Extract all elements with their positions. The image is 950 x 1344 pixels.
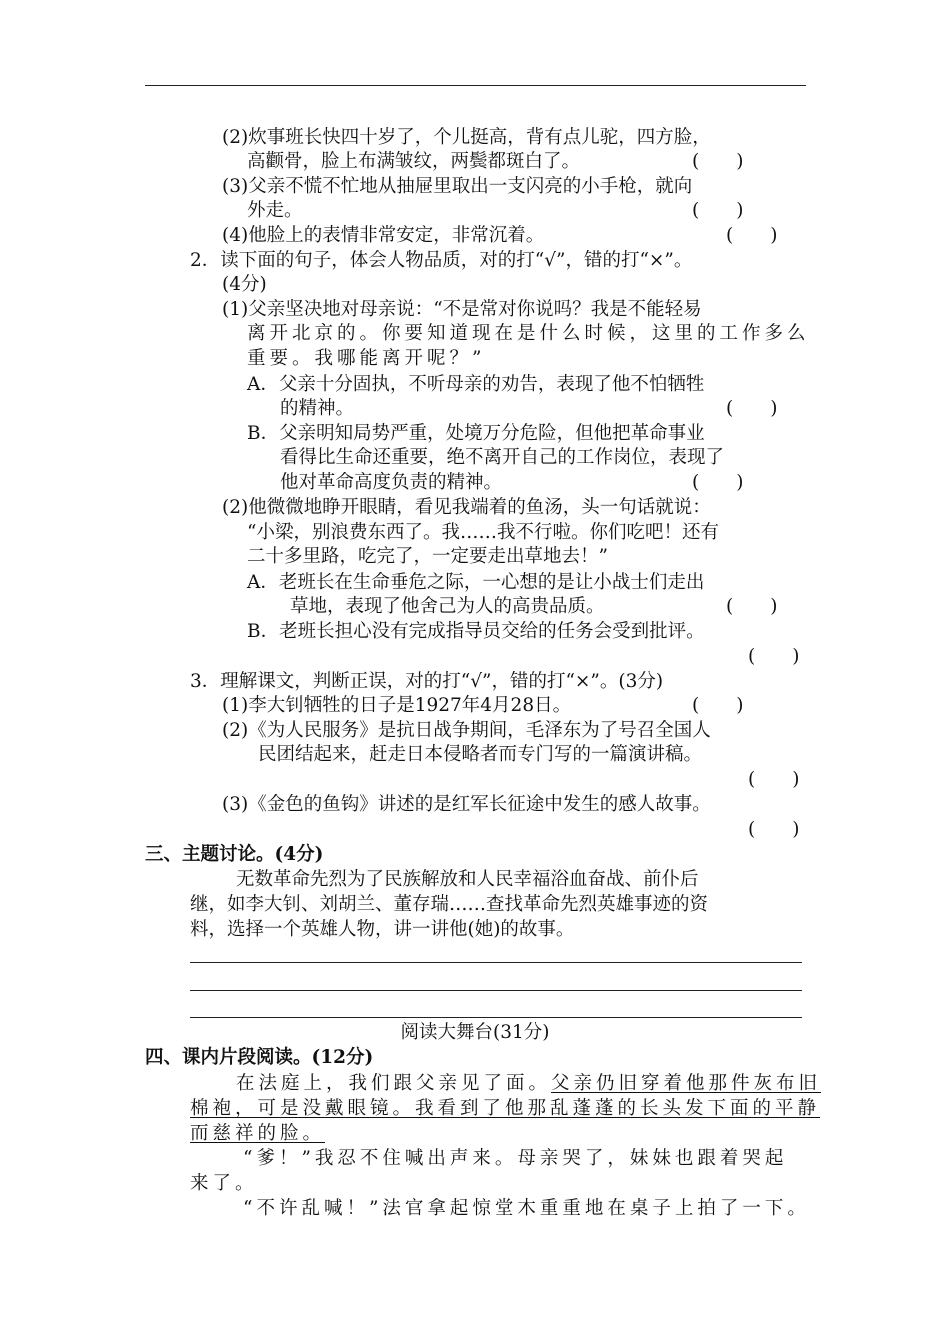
q1-item-3-line-1: (3)父亲不慌不忙地从抽屉里取出一支闪亮的小手枪，就向: [222, 176, 693, 197]
answer-writing-line[interactable]: [190, 962, 802, 963]
q1-item-2-line-2: 高颧骨，脸上布满皱纹，两鬓都斑白了。: [247, 151, 581, 172]
answer-bracket[interactable]: ( ): [748, 819, 800, 840]
q3-item-1: (1)李大钊牺牲的日子是1927年4月28日。: [222, 695, 572, 716]
underlined-passage: 父亲仍旧穿着他那件灰布旧: [551, 1073, 822, 1094]
answer-bracket[interactable]: ( ): [748, 646, 800, 667]
section-3-heading: 三、主题讨论。(4分): [145, 844, 324, 865]
q3-item-3: (3)《金色的鱼钩》讲述的是红军长征途中发生的感人故事。: [222, 794, 711, 815]
q2-s1-option-b-line-1: B．父亲明知局势严重，处境万分危险，但他把革命事业: [247, 423, 705, 444]
section-3-paragraph-line-2: 继，如李大钊、刘胡兰、董存瑞……查找革命先烈英雄事迹的资: [190, 894, 709, 915]
answer-bracket[interactable]: ( ): [726, 225, 778, 246]
section-3-paragraph-line-1: 无数革命先烈为了民族解放和人民幸福浴血奋战、前仆后: [236, 869, 699, 890]
answer-bracket[interactable]: ( ): [726, 398, 778, 419]
passage-line-3-underlined: 而慈祥的脸。: [190, 1123, 326, 1144]
q2-title: 2．读下面的句子，体会人物品质，对的打“√”，错的打“×”。: [190, 250, 693, 271]
q1-item-3-line-2: 外走。: [247, 200, 303, 221]
answer-bracket[interactable]: ( ): [726, 596, 778, 617]
passage-paragraph-2-line-2: 来了。: [190, 1173, 258, 1194]
q2-s2-option-b: B．老班长担心没有完成指导员交给的任务会受到批评。: [247, 621, 705, 642]
passage-paragraph-2-line-1: “爹！”我忍不住喊出声来。母亲哭了，妹妹也跟着哭起: [243, 1148, 788, 1169]
reading-stage-title: 阅读大舞台(31分): [400, 1022, 550, 1043]
answer-writing-line[interactable]: [190, 990, 802, 991]
passage-text: 在法庭上，我们跟父亲见了面。: [236, 1073, 552, 1094]
passage-paragraph-3-line-1: “不许乱喊！”法官拿起惊堂木重重地在桌子上拍了一下。: [243, 1198, 810, 1219]
answer-bracket[interactable]: ( ): [692, 472, 744, 493]
q2-s2-line-3: 二十多里路，吃完了，一定要走出草地去！”: [247, 546, 608, 567]
q2-s1-line-2: 离开北京的。你要知道现在是什么时候，这里的工作多么: [247, 323, 810, 344]
q2-s2-option-a-line-1: A．老班长在生命垂危之际，一心想的是让小战士们走出: [247, 572, 705, 593]
section-4-heading: 四、课内片段阅读。(12分): [145, 1047, 374, 1068]
q2-s1-line-3: 重要。我哪能离开呢？”: [247, 348, 486, 369]
answer-bracket[interactable]: ( ): [692, 695, 744, 716]
q2-s1-line-1: (1)父亲坚决地对母亲说：“不是常对你说吗？我是不能轻易: [222, 299, 702, 320]
q3-item-2-line-1: (2)《为人民服务》是抗日战争期间，毛泽东为了号召全国人: [222, 720, 711, 741]
q3-item-2-line-2: 民团结起来，赶走日本侵略者而专门写的一篇演讲稿。: [258, 744, 703, 765]
passage-line-2-underlined: 棉袍，可是没戴眼镜。我看到了他那乱蓬蓬的长头发下面的平静: [190, 1098, 821, 1119]
answer-bracket[interactable]: ( ): [692, 151, 744, 172]
q2-s1-option-b-line-3: 他对革命高度负责的精神。: [280, 472, 503, 493]
q2-s2-line-1: (2)他微微地睁开眼睛，看见我端着的鱼汤，头一句话就说：: [222, 497, 711, 518]
q2-s1-option-b-line-2: 看得比生命还重要，绝不离开自己的工作岗位，表现了: [280, 447, 725, 468]
answer-writing-line[interactable]: [190, 1017, 802, 1018]
answer-bracket[interactable]: ( ): [692, 200, 744, 221]
section-3-paragraph-line-3: 料，选择一个英雄人物，讲一讲他(她)的故事。: [190, 919, 575, 940]
q2-s2-line-2: “小梁，别浪费东西了。我……我不行啦。你们吃吧！还有: [247, 522, 719, 543]
q2-score: (4分): [222, 274, 267, 295]
q1-item-4: (4)他脸上的表情非常安定，非常沉着。: [222, 225, 545, 246]
answer-bracket[interactable]: ( ): [748, 769, 800, 790]
q2-s1-option-a-line-2: 的精神。: [280, 398, 355, 419]
q1-item-2-line-1: (2)炊事班长快四十岁了，个儿挺高，背有点儿驼，四方脸，: [222, 127, 711, 148]
passage-line-1: [236, 1072, 821, 1096]
header-rule: [145, 85, 806, 86]
q2-s1-option-a-line-1: A．父亲十分固执，不听母亲的劝告，表现了他不怕牺牲: [247, 374, 705, 395]
q2-s2-option-a-line-2: 草地，表现了他舍己为人的高贵品质。: [290, 596, 605, 617]
q3-title: 3．理解课文，判断正误，对的打“√”，错的打“×”。(3分): [190, 671, 664, 692]
